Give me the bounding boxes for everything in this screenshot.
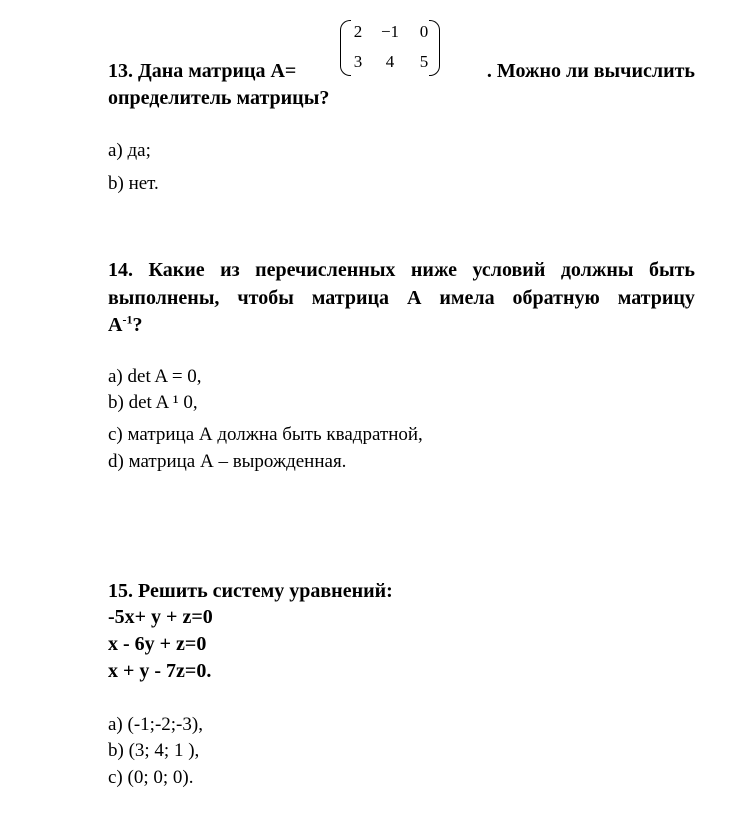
- word: 14.: [108, 259, 133, 281]
- word: А: [406, 287, 422, 309]
- matrix-cell: 5: [419, 52, 429, 71]
- q13-option-b: b) нет.: [108, 173, 159, 194]
- q15-title: 15. Решить систему уравнений:: [108, 580, 393, 602]
- q14-line2: [108, 287, 695, 310]
- matrix-cell: 4: [385, 52, 395, 71]
- q14-option-b: b) det A ¹ 0,: [108, 392, 198, 413]
- q13-option-a: a) да;: [108, 140, 151, 161]
- word: выполнены,: [108, 287, 220, 309]
- q14-line3: [108, 314, 142, 337]
- word: перечисленных: [255, 259, 396, 281]
- word: матрица: [311, 287, 389, 309]
- q14-option-a: a) det A = 0,: [108, 366, 202, 387]
- word: матрицу: [617, 287, 695, 309]
- q14-inverse-superscript: -1: [122, 312, 133, 327]
- q15-option-c: c) (0; 0; 0).: [108, 767, 194, 788]
- word: чтобы: [237, 287, 294, 309]
- q14-line1: [108, 259, 695, 282]
- q15-option-b: b) (3; 4; 1 ),: [108, 740, 200, 761]
- q14-matrix-symbol: A: [108, 314, 123, 336]
- q14-question-mark: ?: [132, 314, 143, 336]
- word: обратную: [512, 287, 600, 309]
- matrix-cell: 2: [353, 22, 363, 41]
- matrix-cell: 0: [419, 22, 429, 41]
- q14-option-c: c) матрица А должна быть квадратной,: [108, 424, 423, 445]
- q13-prefix: 13. Дана матрица A=: [108, 60, 297, 82]
- q13-line2: определитель матрицы?: [108, 87, 330, 109]
- word: ниже: [410, 259, 458, 281]
- q14-option-d: d) матрица А – вырожденная.: [108, 451, 347, 472]
- matrix-cell: 3: [353, 52, 363, 71]
- q13-matrix: [340, 20, 440, 76]
- q15-equation-1: -5x+ y + z=0: [108, 606, 213, 628]
- q13-suffix: . Можно ли вычислить: [486, 60, 695, 82]
- word: условий: [472, 259, 546, 281]
- q15-option-a: a) (-1;-2;-3),: [108, 714, 203, 735]
- word: быть: [648, 259, 695, 281]
- word: Какие: [148, 259, 205, 281]
- matrix-cell: −1: [380, 22, 400, 41]
- word: должны: [560, 259, 634, 281]
- q15-equation-3: x + y - 7z=0.: [108, 660, 212, 682]
- word: имела: [439, 287, 495, 309]
- q15-equation-2: x - 6y + z=0: [108, 633, 207, 655]
- word: из: [220, 259, 240, 281]
